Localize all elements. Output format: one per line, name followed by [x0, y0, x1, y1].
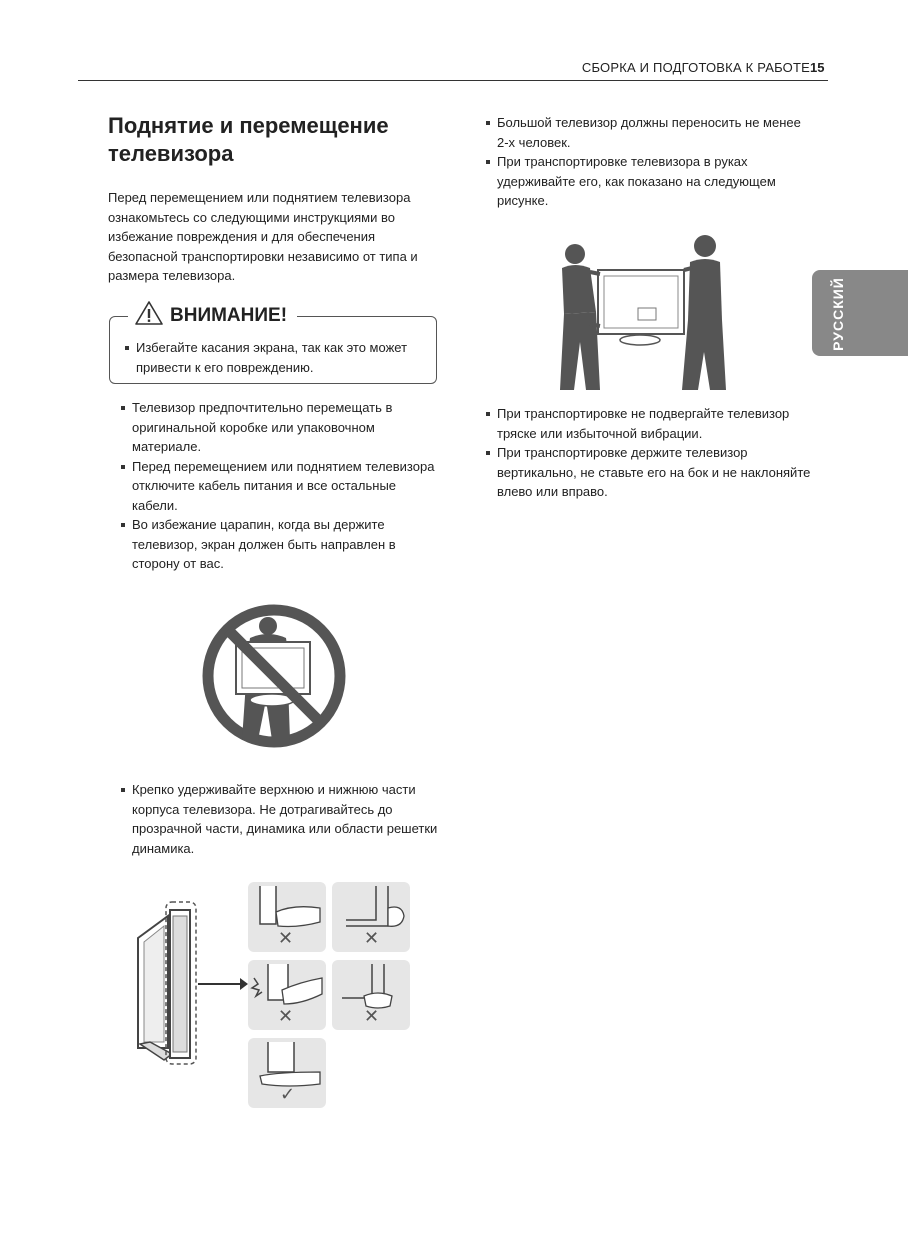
list-item: Перед перемещением или поднятием телевизора отключите кабель питания и все остальные кабели.: [120, 457, 440, 516]
tv-side-illustration: [128, 898, 248, 1071]
cross-mark-icon: ✕: [364, 1006, 380, 1026]
list-item: При транспортировке телевизора в руках удерживайте его, как показано на следующем рисунке.: [485, 152, 815, 211]
prohibited-carry-illustration: [198, 600, 350, 757]
page-number: 15: [810, 60, 825, 75]
grip-panel-wrong-1: [248, 882, 326, 952]
grip-panel-wrong-4: [332, 960, 410, 1030]
cross-mark-icon: ✕: [364, 928, 380, 948]
stability-tips-list: [485, 404, 815, 502]
list-item: Телевизор предпочтительно перемещать в оригинальной коробке или упаковочном материале.: [120, 398, 440, 457]
check-mark-icon: ✓: [280, 1084, 296, 1104]
language-tab[interactable]: [812, 270, 908, 356]
intro-paragraph: Перед перемещением или поднятием телевизора ознакомьтесь со следующими инструкциями во избежание повреждения и для обеспечения безопасной транспортировки независимо от типа и размера телевизора.: [108, 190, 418, 283]
transport-tips-list: [120, 398, 440, 574]
caution-list: [124, 338, 424, 377]
cross-mark-icon: ✕: [278, 928, 294, 948]
grip-panel-wrong-2: [332, 882, 410, 952]
grip-tips-list: [120, 780, 440, 858]
warning-triangle-icon: [134, 300, 164, 331]
grip-panel-correct: [248, 1038, 326, 1108]
list-item: При транспортировке не подвергайте телевизор тряске или избыточной вибрации.: [485, 404, 815, 443]
two-person-carry-illustration: [550, 232, 730, 397]
section-title: СБОРКА И ПОДГОТОВКА К РАБОТЕ: [581, 60, 810, 75]
list-item: Крепко удерживайте верхнюю и нижнюю части корпуса телевизора. Не дотрагивайтесь до прозрачной части, динамика или области решетки динамика.: [120, 780, 440, 858]
page-title: Поднятие и перемещение телевизора: [108, 113, 389, 166]
list-item: Во избежание царапин, когда вы держите телевизор, экран должен быть направлен в сторону от вас.: [120, 515, 440, 574]
cross-mark-icon: ✕: [278, 1006, 294, 1026]
list-item: Избегайте касания экрана, так как это может привести к его повреждению.: [124, 338, 424, 377]
header-divider: [78, 80, 828, 81]
grip-panel-wrong-3: [248, 960, 326, 1030]
language-tab-label: РУССКИЙ: [830, 277, 846, 351]
list-item: Большой телевизор должны переносить не менее 2-х человек.: [485, 113, 815, 152]
caution-heading: [128, 300, 297, 331]
carry-instructions-list: [485, 113, 815, 211]
list-item: При транспортировке держите телевизор вертикально, не ставьте его на бок и не наклоняйте влево или вправо.: [485, 443, 815, 502]
caution-title: ВНИМАНИЕ!: [170, 304, 288, 326]
